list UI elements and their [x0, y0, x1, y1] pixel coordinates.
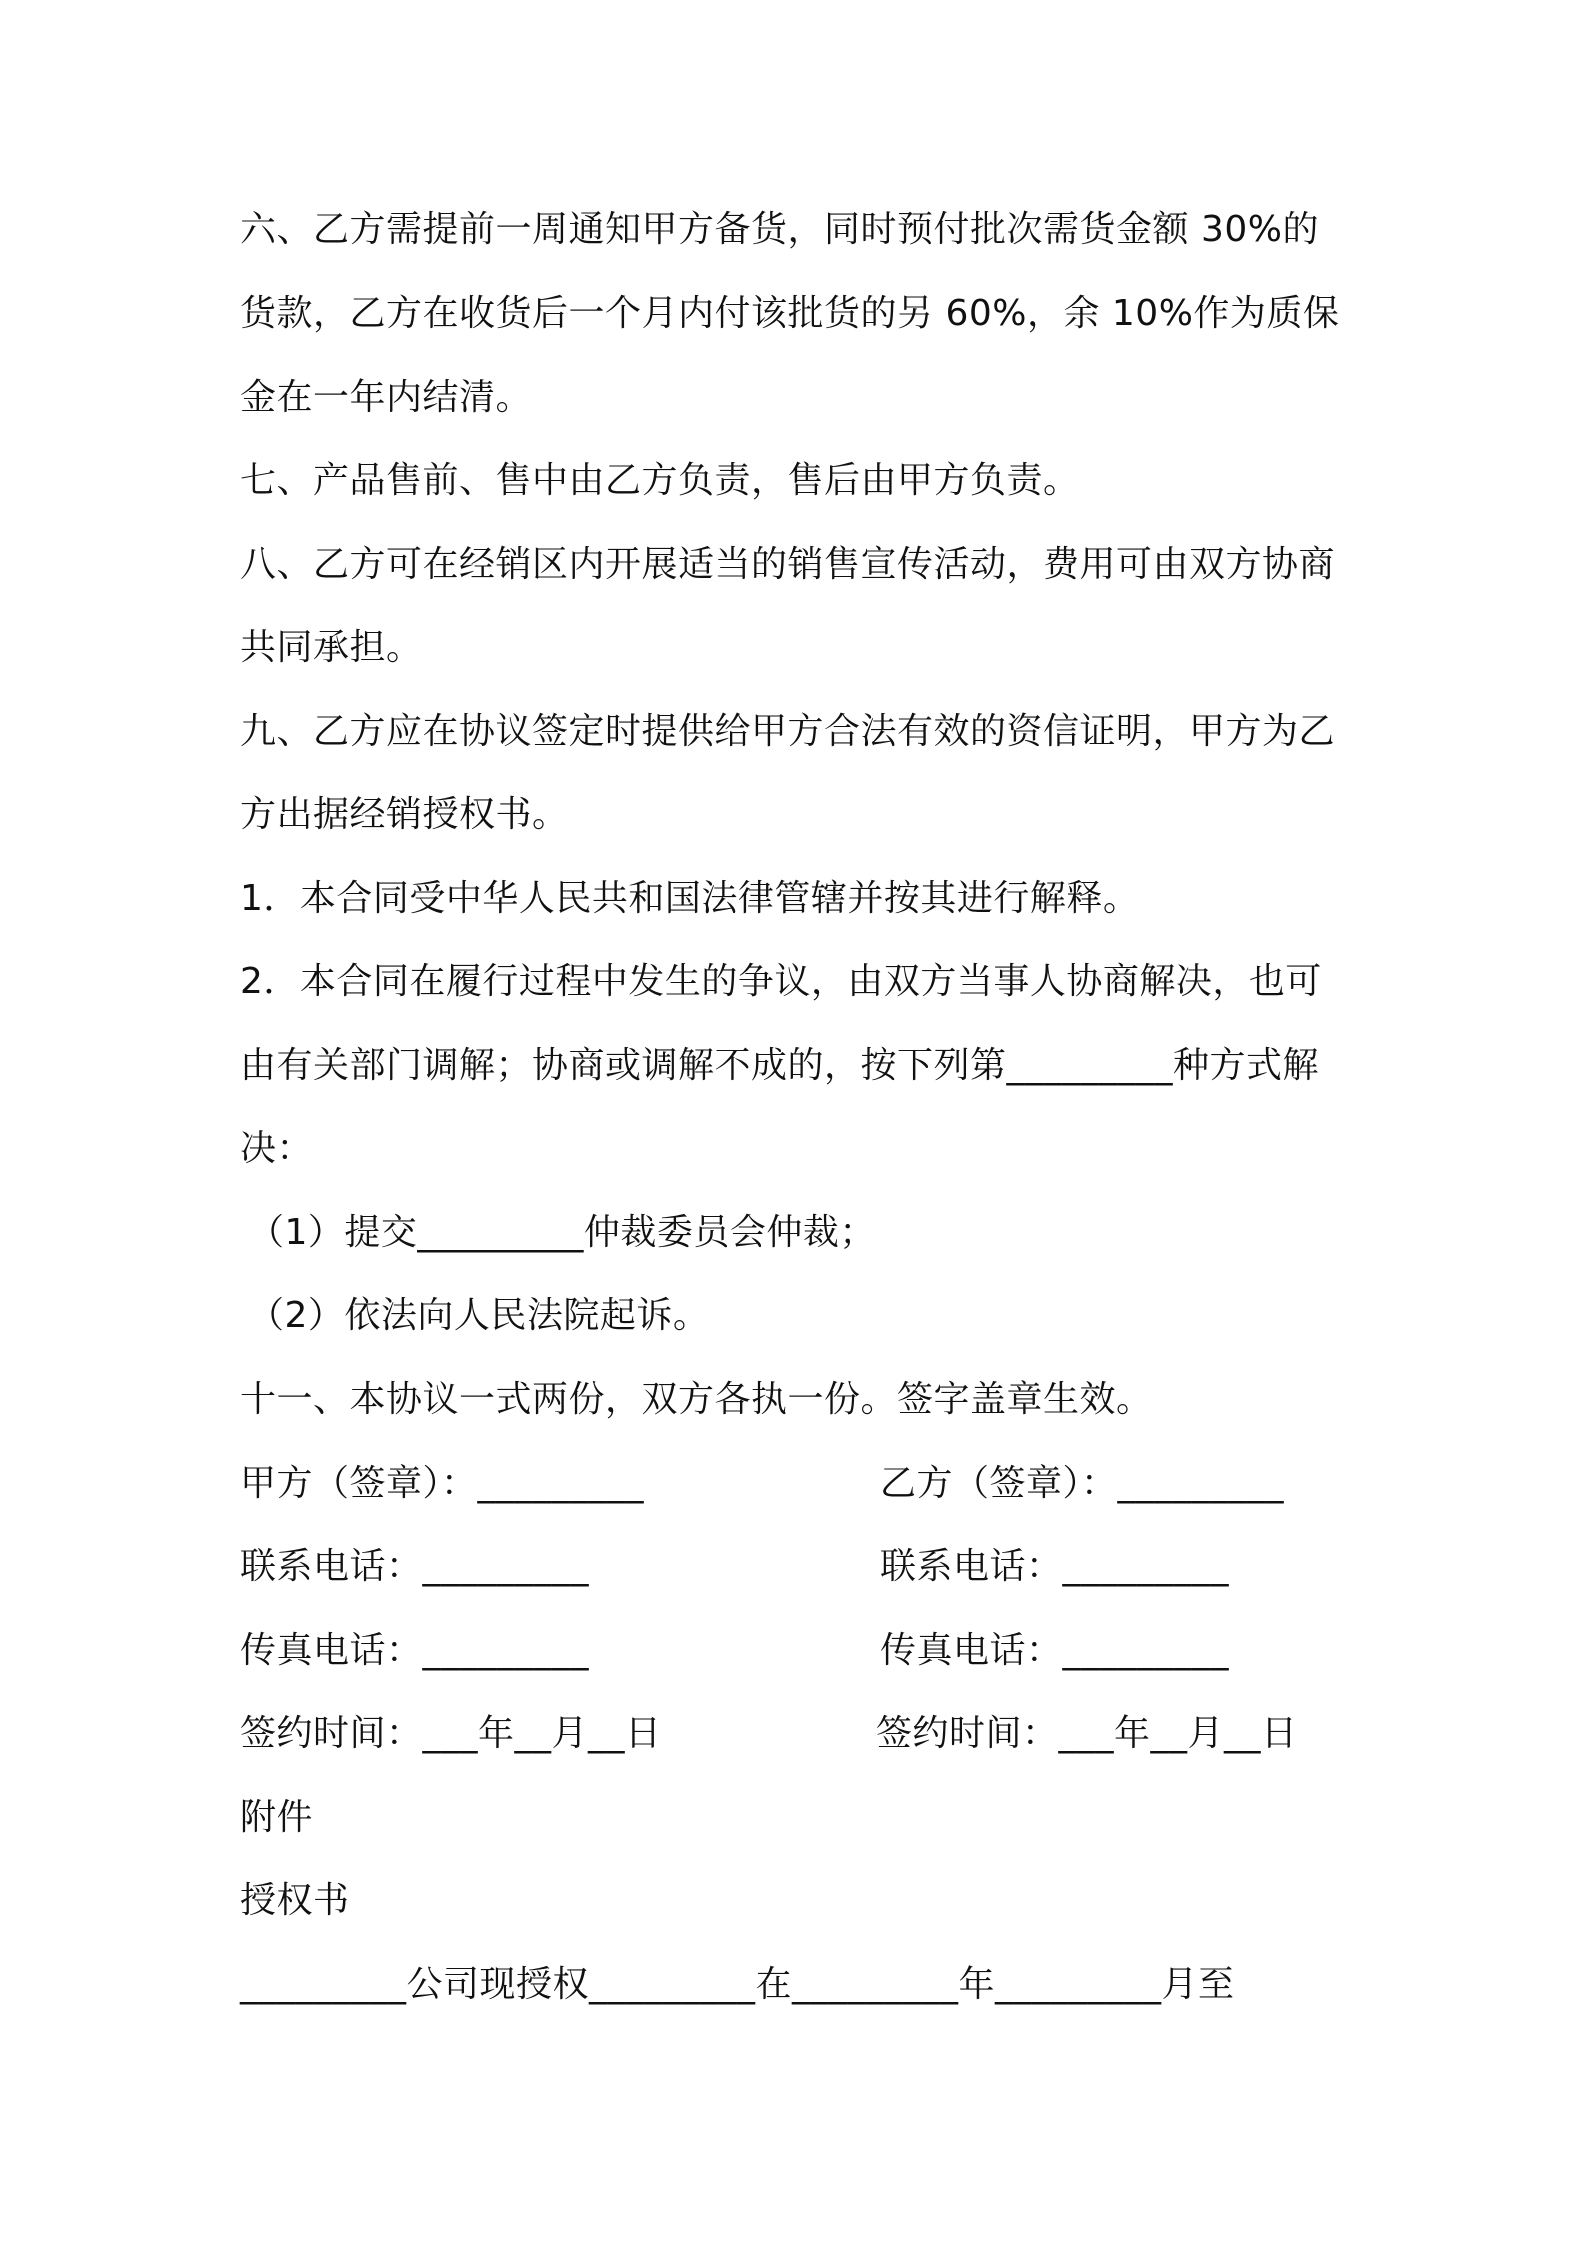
authorization-title: 授权书 — [240, 1880, 350, 1921]
party-b-seal: 乙方（签章）：_________ — [880, 1463, 1285, 1504]
option-2: （2）依法向人民法院起诉。 — [248, 1295, 710, 1336]
option-1: （1）提交_________仲裁委员会仲裁； — [248, 1212, 876, 1253]
attachment-label: 附件 — [240, 1797, 314, 1838]
authorization-line: _________公司现授权_________在_________年_________月至 — [240, 1964, 1235, 2005]
item-2-line-3: 决： — [240, 1128, 314, 1169]
party-a-fax: 传真电话：_________ — [240, 1630, 590, 1671]
clause-6-line-3: 金在一年内结清。 — [240, 377, 533, 418]
party-b-fax: 传真电话：_________ — [880, 1630, 1230, 1671]
clause-11: 十一、本协议一式两份，双方各执一份。签字盖章生效。 — [240, 1379, 1153, 1420]
party-a-phone: 联系电话：_________ — [240, 1546, 590, 1587]
item-2-line-2: 由有关部门调解；协商或调解不成的，按下列第_________种方式解 — [240, 1045, 1320, 1086]
clause-6-line-1: 六、乙方需提前一周通知甲方备货，同时预付批次需货金额 30%的 — [240, 209, 1319, 250]
clause-8-line-2: 共同承担。 — [240, 627, 423, 668]
party-a-date: 签约时间：___年__月__日 — [240, 1713, 662, 1754]
party-a-seal: 甲方（签章）：_________ — [240, 1463, 645, 1504]
clause-8-line-1: 八、乙方可在经销区内开展适当的销售宣传活动，费用可由双方协商 — [240, 544, 1336, 585]
clause-9-line-1: 九、乙方应在协议签定时提供给甲方合法有效的资信证明，甲方为乙 — [240, 711, 1336, 752]
party-b-date: 签约时间：___年__月__日 — [876, 1713, 1298, 1754]
clause-7: 七、产品售前、售中由乙方负责，售后由甲方负责。 — [240, 460, 1080, 501]
item-2-line-1: 2．本合同在履行过程中发生的争议，由双方当事人协商解决，也可 — [240, 961, 1322, 1002]
clause-9-line-2: 方出据经销授权书。 — [240, 794, 569, 835]
item-1: 1．本合同受中华人民共和国法律管辖并按其进行解释。 — [240, 878, 1140, 919]
party-b-phone: 联系电话：_________ — [880, 1546, 1230, 1587]
clause-6-line-2: 货款，乙方在收货后一个月内付该批货的另 60%，余 10%作为质保 — [240, 293, 1340, 334]
